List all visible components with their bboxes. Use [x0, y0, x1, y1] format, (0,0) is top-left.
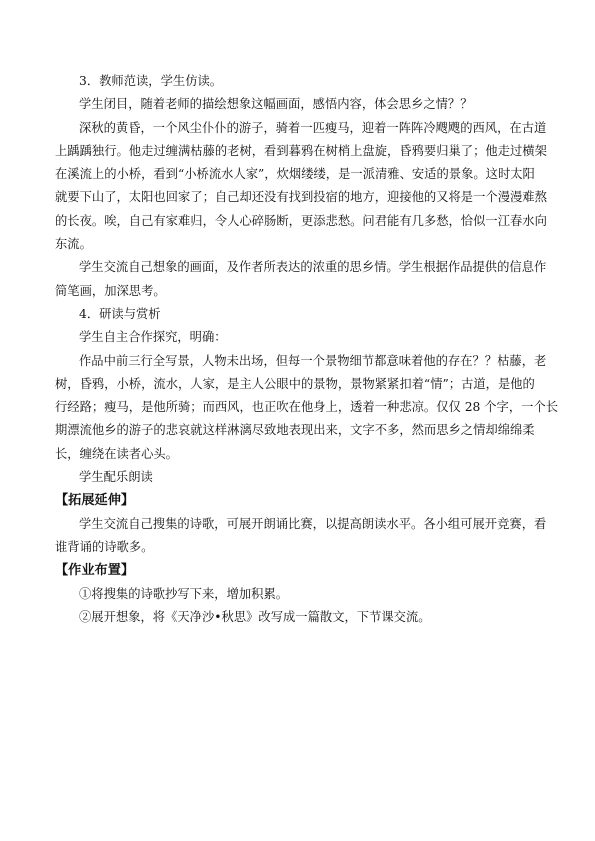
paragraph-line: 在溪流上的小桥，看到“小桥流水人家”，炊烟缕缕，是一派清雅、安适的景象。这时太阳: [55, 167, 535, 182]
step3-title: 3．教师范读，学生仿读。: [79, 74, 223, 88]
paragraph-line: 长，缠绕在读者心头。: [55, 446, 178, 461]
paragraph-line: 深秋的黄昏，一个风尘仆仆的游子，骑着一匹瘦马，迎着一阵阵冷飕飕的西风，在古道: [79, 120, 547, 135]
step4-reading: 学生配乐朗读: [79, 470, 153, 485]
paragraph-line: 简笔画，加深思考。: [55, 283, 166, 298]
step4-intro: 学生自主合作探究，明确：: [79, 330, 227, 345]
paragraph-line: 学生交流自己想象的画面，及作者所表达的浓重的思乡情。学生根据作品提供的信息作: [79, 260, 547, 275]
paragraph-line: 作品中前三行全写景，人物未出场，但每一个景物细节都意味着他的存在？？枯藤，老: [79, 353, 547, 368]
paragraph-line: 行经路；瘦马，是他所骑；而西风，也正吹在他身上，透着一种悲凉。仅仅 28 个字，一个长: [55, 400, 559, 415]
paragraph-line: 上踽踽独行。他走过缠满枯藤的老树，看到暮鸦在树梢上盘旋，昏鸦要归巢了；他走过横架: [55, 143, 547, 158]
extension-heading: 【拓展延伸】: [55, 493, 135, 509]
step3-exchange: [55, 256, 547, 303]
paragraph-line: 谁背诵的诗歌多。: [55, 539, 154, 554]
paragraph-line: 东流。: [55, 237, 92, 252]
step3-intro: 学生闭目，随着老师的描绘想象这幅画面，感悟内容，体会思乡之情？？: [79, 97, 473, 112]
paragraph-line: 树，昏鸦，小桥，流水，人家，是主人公眼中的景物，景物紧紧扣着“情”；古道，是他的: [55, 376, 535, 391]
homework-list: [55, 583, 542, 630]
paragraph-line: 就要下山了，太阳也回家了；自己却还没有找到投宿的地方，迎接他的又将是一个漫漫难熬: [55, 190, 547, 205]
homework-item: ①将搜集的诗歌抄写下来，增加积累。: [79, 586, 289, 601]
document-page: [55, 70, 559, 629]
step3-description: [55, 117, 547, 257]
step4-title: 4．研读与赏析: [79, 306, 161, 321]
homework-item: ②展开想象，将《天净沙•秋思》改写成一篇散文，下节课交流。: [79, 609, 431, 624]
homework-heading: 【作业布置】: [55, 563, 135, 579]
extension-body: [55, 513, 547, 560]
step4-analysis: [55, 350, 559, 466]
paragraph-line: 期漂流他乡的游子的悲哀就这样淋漓尽致地表现出来，文字不多，然而思乡之情却绵绵柔: [55, 423, 535, 438]
paragraph-line: 学生交流自己搜集的诗歌，可展开朗诵比赛，以提高朗读水平。各小组可展开竞赛，看: [79, 516, 547, 531]
paragraph-line: 的长夜。唉，自己有家难归，令人心碎肠断，更添悲愁。问君能有几多愁，恰似一江春水向: [55, 213, 547, 228]
